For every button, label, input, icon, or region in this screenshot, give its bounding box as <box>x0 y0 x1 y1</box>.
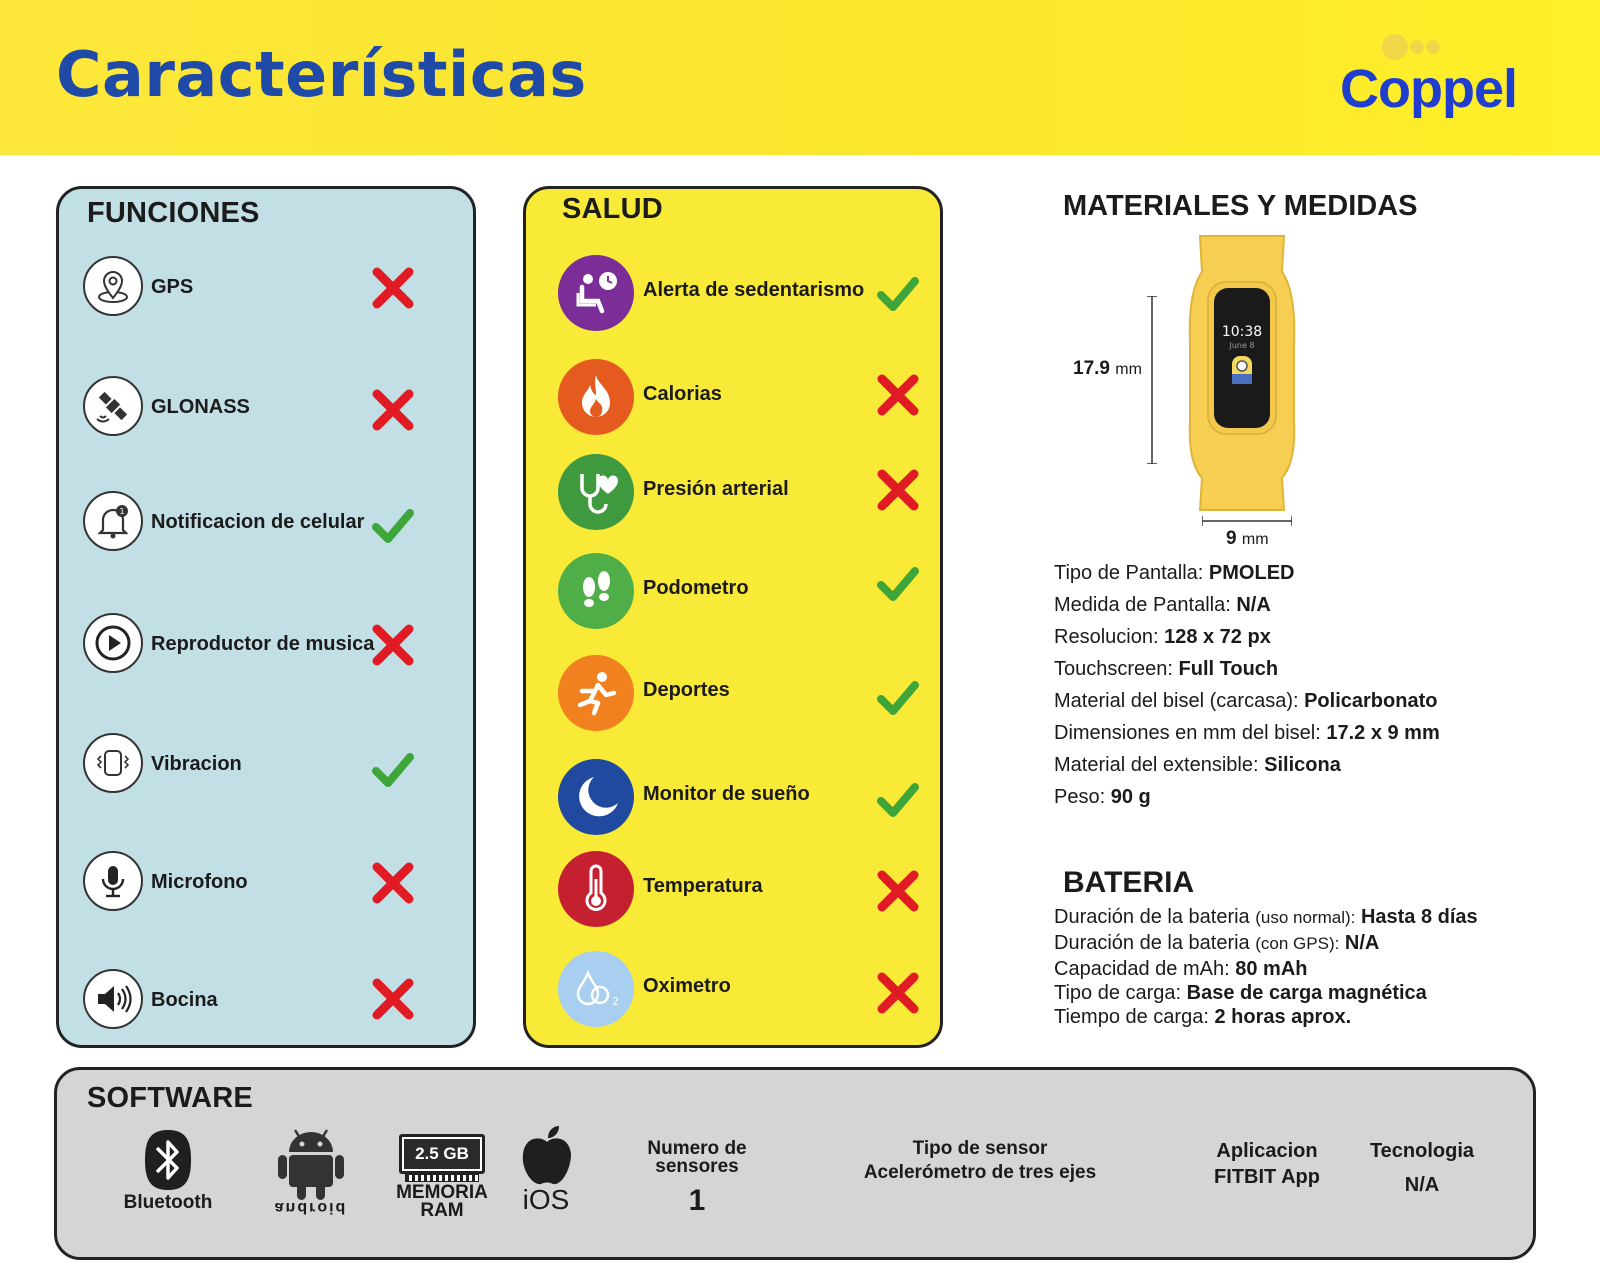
android-label: android <box>274 1199 348 1216</box>
funcion-label: GPS <box>151 276 194 298</box>
spec-line: Tipo de Pantalla: PMOLED <box>1054 562 1295 584</box>
cross-icon <box>371 977 415 1021</box>
sensor-type-value: Acelerómetro de tres ejes <box>863 1162 1097 1183</box>
battery-spec-line: Duración de la bateria (uso normal): Hasta 8 días <box>1054 906 1478 928</box>
oxygen-drop-icon <box>558 951 634 1027</box>
svg-text:2: 2 <box>612 995 619 1008</box>
svg-text:1: 1 <box>119 507 125 516</box>
salud-label: Alerta de sedentarismo <box>643 279 865 301</box>
tech-value: N/A <box>1404 1174 1440 1196</box>
cross-icon <box>876 869 920 913</box>
width-dimension-line <box>1202 515 1292 527</box>
bateria-title: BATERIA <box>1063 866 1195 899</box>
salud-title: SALUD <box>562 193 663 225</box>
salud-row-presion <box>526 454 940 524</box>
app-label: Aplicacion <box>1216 1140 1318 1162</box>
height-dimension-line <box>1146 296 1158 464</box>
salud-label: Podometro <box>643 577 749 599</box>
bluetooth-label: Bluetooth <box>123 1192 213 1213</box>
page-title: Características <box>56 38 587 111</box>
footprints-icon <box>558 553 634 629</box>
salud-label: Temperatura <box>643 875 763 897</box>
check-icon <box>876 675 920 719</box>
cross-icon <box>876 373 920 417</box>
battery-spec-line: Tiempo de carga: 2 horas aprox. <box>1054 1006 1352 1028</box>
funcion-row-glonass <box>59 374 473 444</box>
cross-icon <box>371 861 415 905</box>
device-time: 10:38 <box>1221 324 1263 340</box>
salud-label: Oximetro <box>643 975 731 997</box>
software-panel <box>54 1067 1536 1260</box>
battery-spec-line: Tipo de carga: Base de carga magnética <box>1054 982 1427 1004</box>
materiales-title: MATERIALES Y MEDIDAS <box>1063 190 1418 222</box>
ram-label: MEMORIA RAM <box>396 1182 488 1221</box>
funciones-title: FUNCIONES <box>87 197 260 229</box>
check-icon <box>371 503 415 547</box>
tech-label: Tecnologia <box>1369 1140 1475 1162</box>
salud-label: Calorias <box>643 383 722 405</box>
spec-line: Peso: 90 g <box>1054 786 1151 808</box>
spec-line: Material del bisel (carcasa): Policarbonato <box>1054 690 1438 712</box>
software-title: SOFTWARE <box>87 1082 253 1114</box>
spec-line: Material del extensible: Silicona <box>1054 754 1341 776</box>
fitness-band-image <box>1186 232 1298 514</box>
funcion-label: GLONASS <box>151 396 250 418</box>
cross-icon <box>876 971 920 1015</box>
microphone-icon <box>83 851 143 911</box>
funcion-row-notificacion <box>59 489 473 559</box>
salud-label: Monitor de sueño <box>643 783 810 805</box>
salud-row-podometro <box>526 553 940 623</box>
bluetooth-icon <box>143 1128 193 1192</box>
check-icon <box>371 747 415 791</box>
sensores-label: Numero de sensores <box>647 1138 747 1177</box>
runner-icon <box>558 655 634 731</box>
app-value: FITBIT App <box>1214 1166 1320 1188</box>
funcion-row-vibracion <box>59 731 473 801</box>
cross-icon <box>371 266 415 310</box>
ios-label: iOS <box>522 1184 570 1215</box>
check-icon <box>876 561 920 605</box>
spec-line: Medida de Pantalla: N/A <box>1054 594 1271 616</box>
funciones-panel <box>56 186 476 1048</box>
ram-value: 2.5 GB <box>404 1139 480 1169</box>
location-pin-icon <box>83 256 143 316</box>
height-dimension: 17.9 mm <box>1073 358 1142 379</box>
spec-line: Resolucion: 128 x 72 px <box>1054 626 1271 648</box>
funcion-row-microfono <box>59 849 473 919</box>
cross-icon <box>876 468 920 512</box>
ram-chip-icon <box>399 1134 485 1184</box>
salud-row-calorias <box>526 359 940 429</box>
thermometer-icon <box>558 851 634 927</box>
salud-panel <box>523 186 943 1048</box>
apple-icon <box>519 1124 575 1188</box>
satellite-icon <box>83 376 143 436</box>
minion-icon <box>1232 356 1252 384</box>
funcion-label: Notificacion de celular <box>151 511 365 533</box>
salud-label: Presión arterial <box>643 478 789 500</box>
funcion-label: Reproductor de musica <box>151 633 375 655</box>
funcion-label: Bocina <box>151 989 218 1011</box>
cross-icon <box>371 388 415 432</box>
sensor-type-label: Tipo de sensor <box>912 1138 1048 1159</box>
salud-row-sedentarismo <box>526 255 940 325</box>
moon-icon <box>558 759 634 835</box>
sedentary-alert-icon <box>558 255 634 331</box>
battery-spec-line: Capacidad de mAh: 80 mAh <box>1054 958 1308 980</box>
coppel-logo <box>1340 30 1530 130</box>
check-icon <box>876 271 920 315</box>
play-icon <box>83 613 143 673</box>
android-icon <box>275 1124 347 1202</box>
salud-row-sueno <box>526 759 940 829</box>
width-dimension: 9 mm <box>1226 528 1269 549</box>
speaker-icon <box>83 969 143 1029</box>
funcion-label: Vibracion <box>151 753 242 775</box>
salud-label: Deportes <box>643 679 730 701</box>
funcion-row-bocina <box>59 967 473 1037</box>
battery-spec-line: Duración de la bateria (con GPS): N/A <box>1054 932 1380 954</box>
salud-row-temperatura <box>526 851 940 921</box>
salud-row-deportes <box>526 655 940 725</box>
funcion-row-gps <box>59 254 473 324</box>
spec-line: Touchscreen: Full Touch <box>1054 658 1279 680</box>
brand-name: Coppel <box>1340 59 1517 119</box>
check-icon <box>876 777 920 821</box>
funcion-row-reproductor <box>59 611 473 681</box>
cross-icon <box>371 623 415 667</box>
spec-line: Dimensiones en mm del bisel: 17.2 x 9 mm <box>1054 722 1440 744</box>
salud-row-oximetro <box>526 951 940 1021</box>
header-banner <box>0 0 1600 155</box>
sensores-value: 1 <box>688 1184 706 1217</box>
vibration-icon <box>83 733 143 793</box>
funcion-label: Microfono <box>151 871 248 893</box>
device-date: June 8 <box>1229 341 1255 350</box>
flame-icon <box>558 359 634 435</box>
stethoscope-heart-icon <box>558 454 634 530</box>
bell-icon <box>83 491 143 551</box>
